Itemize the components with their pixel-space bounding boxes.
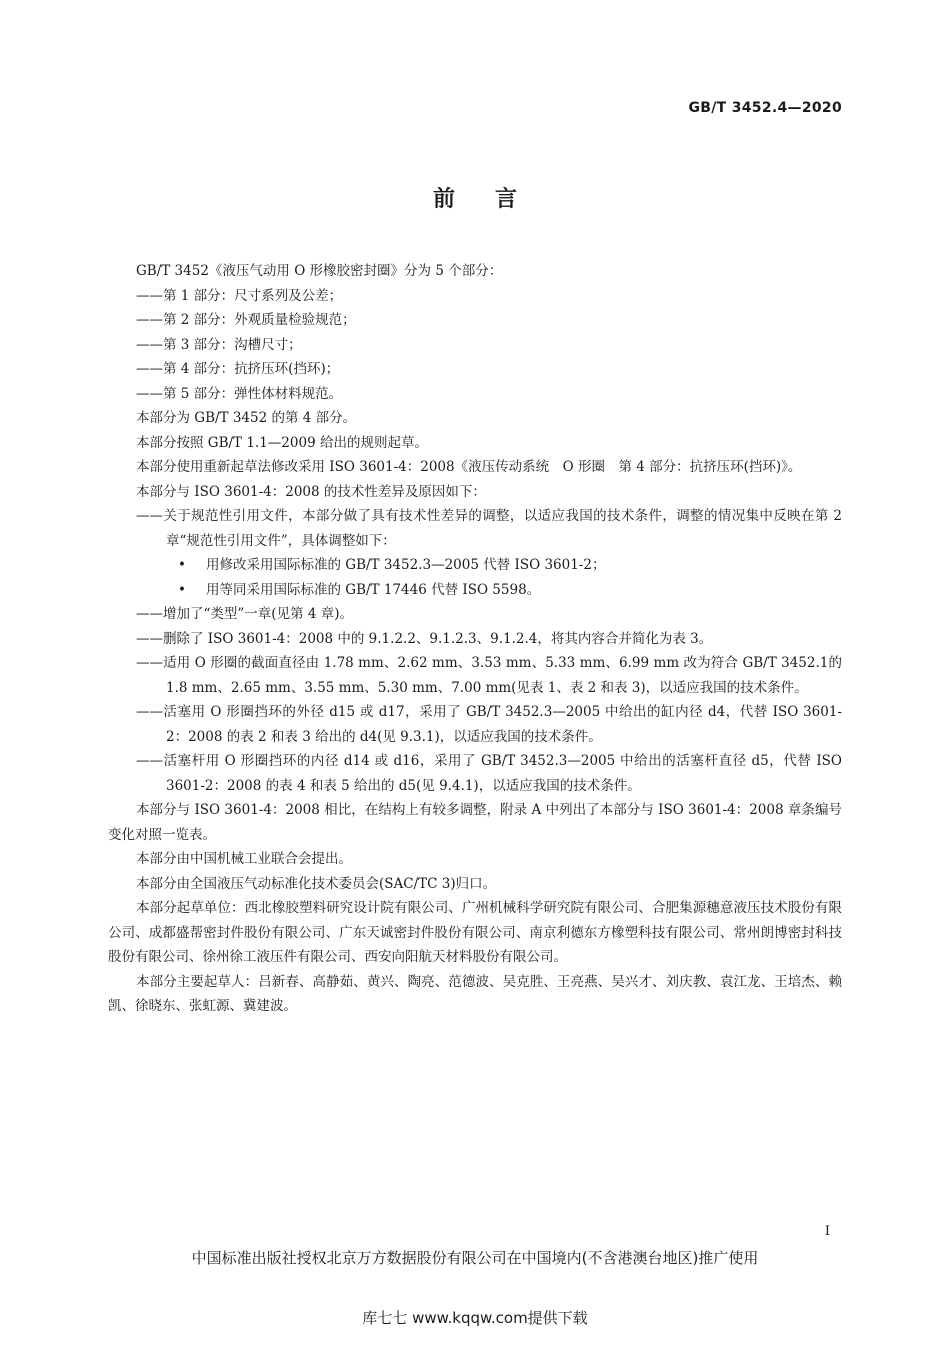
paragraph: 本部分由中国机械工业联合会提出。	[136, 851, 352, 867]
download-source: 库七七 www.kqqw.com提供下载	[362, 1309, 588, 1327]
bullet-icon: •	[178, 557, 186, 573]
page-number: I	[824, 1224, 830, 1239]
paragraph: 本部分为 GB/T 3452 的第 4 部分。	[136, 410, 357, 426]
list-item: ——第 4 部分：抗挤压环(挡环)；	[136, 361, 340, 377]
paragraph: 本部分使用重新起草法修改采用 ISO 3601-4：2008《液压传动系统 O 形圈 第 4 部分：抗挤压环(挡环)》。	[136, 459, 802, 475]
paragraph: 本部分与 ISO 3601-4：2008 的技术性差异及原因如下：	[136, 483, 486, 500]
paragraph: GB/T 3452《液压气动用 O 形橡胶密封圈》分为 5 个部分：	[136, 263, 503, 279]
list-item: ——适用 O 形圈的截面直径由 1.78 mm、2.62 mm、3.53 mm、5.33 mm、6.99 mm 改为符合 GB/T 3452.1的 1.8 mm、2.65 mm、3.55 mm、5.30 mm、7.00 mm(见表 1、表 2 和表 3)，以适应我国的技术条件。	[136, 655, 842, 696]
list-item: ——删除了 ISO 3601-4：2008 中的 9.1.2.2、9.1.2.3、9.1.2.4，将其内容合并简化为表 3。	[136, 630, 713, 647]
list-item: ——关于规范性引用文件，本部分做了具有技术性差异的调整，以适应我国的技术条件，调整的情况集中反映在第 2 章“规范性引用文件”，具体调整如下：	[136, 508, 842, 549]
page-title: 前言	[432, 187, 557, 212]
list-item: ——第 3 部分：沟槽尺寸；	[136, 336, 302, 353]
paragraph: 本部分与 ISO 3601-4：2008 相比，在结构上有较多调整，附录 A 中列出了本部分与 ISO 3601-4：2008 章条编号变化对照一览表。	[108, 802, 842, 843]
bullet-icon: •	[178, 581, 186, 598]
list-item: ——活塞杆用 O 形圈挡环的内径 d14 或 d16，采用了 GB/T 3452.3—2005 中给出的活塞杆直径 d5，代替 ISO 3601-2：2008 的表 4 和表 5 给出的 d5(见 9.4.1)，以适应我国的技术条件。	[136, 753, 842, 794]
list-item: ——活塞用 O 形圈挡环的外径 d15 或 d17，采用了 GB/T 3452.3—2005 中给出的缸内径 d4，代替 ISO 3601-2：2008 的表 2 和表 3 给出的 d4(见 9.3.1)，以适应我国的技术条件。	[136, 704, 842, 745]
bullet-text: 用等同采用国际标准的 GB/T 17446 代替 ISO 5598。	[206, 581, 541, 598]
license-notice: 中国标准出版社授权北京万方数据股份有限公司在中国境内(不含港澳台地区)推广使用	[191, 1249, 759, 1267]
list-item: ——第 1 部分：尺寸系列及公差；	[136, 287, 343, 304]
bullet-item	[108, 578, 842, 603]
bullet-item	[108, 553, 842, 578]
paragraph: 本部分主要起草人：吕新春、高静茹、黄兴、陶亮、范德波、吴克胜、王亮燕、吴兴才、刘庆教、袁江龙、王培杰、赖凯、徐晓东、张虹源、冀建波。	[108, 973, 842, 1014]
paragraph: 本部分按照 GB/T 1.1—2009 给出的规则起草。	[136, 434, 428, 451]
foreword-body	[108, 259, 842, 1019]
paragraph: 本部分由全国液压气动标准化技术委员会(SAC/TC 3)归口。	[136, 875, 497, 892]
standard-code: GB/T 3452.4—2020	[688, 100, 842, 116]
list-item: ——第 2 部分：外观质量检验规范；	[136, 312, 356, 328]
list-item: ——增加了“类型”一章(见第 4 章)。	[136, 606, 354, 622]
paragraph: 本部分起草单位：西北橡胶塑料研究设计院有限公司、广州机械科学研究院有限公司、合肥集源穗意液压技术股份有限公司、成都盛帮密封件股份有限公司、广东天诚密封件股份有限公司、南京利德东方橡塑科技有限公司、常州朗博密封科技股份有限公司、徐州徐工液压件有限公司、西安向阳航天材料股份有限公司。	[108, 900, 842, 965]
bullet-text: 用修改采用国际标准的 GB/T 3452.3—2005 代替 ISO 3601-2；	[206, 557, 606, 573]
list-item: ——第 5 部分：弹性体材料规范。	[136, 385, 343, 402]
